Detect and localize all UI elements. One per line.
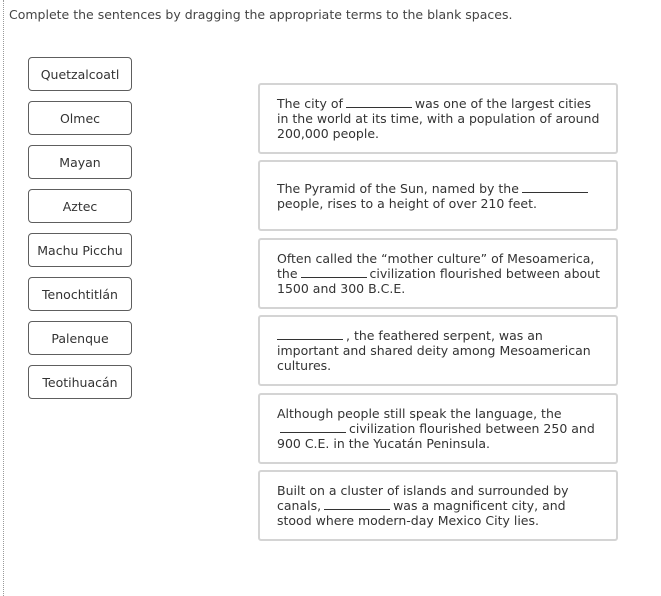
term-palenque[interactable]: Palenque — [28, 321, 132, 355]
term-machu-picchu[interactable]: Machu Picchu — [28, 233, 132, 267]
blank-drop-zone-6[interactable] — [324, 498, 390, 510]
blank-drop-zone-1[interactable] — [346, 96, 412, 108]
term-aztec[interactable]: Aztec — [28, 189, 132, 223]
blank-drop-zone-2[interactable] — [522, 181, 588, 193]
left-dotted-border — [3, 0, 4, 596]
sentence-text-3 — [260, 251, 616, 296]
sentence-3-after: civilization flourished between about 1500 and 300 B.C.E. — [277, 266, 600, 296]
sentence-text-2 — [260, 181, 616, 211]
sentence-box-4 — [258, 315, 618, 386]
blank-drop-zone-4[interactable] — [277, 328, 343, 340]
sentence-box-3 — [258, 238, 618, 309]
term-quetzalcoatl[interactable]: Quetzalcoatl — [28, 57, 132, 91]
sentence-box-2 — [258, 160, 618, 231]
sentence-2-before: The Pyramid of the Sun, named by the — [277, 180, 519, 196]
term-tenochtitlan[interactable]: Tenochtitlán — [28, 277, 132, 311]
sentence-box-1 — [258, 83, 618, 154]
sentence-3-before: Often called the “mother culture” of Mesoamerica, the — [277, 251, 595, 281]
sentence-4-after: , the feathered serpent, was an important and shared deity among Mesoamerican cultures. — [277, 328, 591, 373]
sentence-text-5 — [260, 406, 616, 451]
sentence-1-after: was one of the largest cities in the world at its time, with a population of around 200,000 people. — [277, 96, 600, 141]
term-teotihuacan[interactable]: Teotihuacán — [28, 365, 132, 399]
blank-drop-zone-5[interactable] — [280, 421, 346, 433]
term-mayan[interactable]: Mayan — [28, 145, 132, 179]
sentence-text-1 — [260, 96, 616, 141]
sentence-text-4 — [260, 328, 616, 373]
instructions-text: Complete the sentences by dragging the appropriate terms to the blank spaces. — [9, 7, 513, 22]
sentence-5-after: civilization flourished between 250 and 900 C.E. in the Yucatán Peninsula. — [277, 421, 595, 451]
sentence-box-5 — [258, 393, 618, 464]
sentence-box-6 — [258, 470, 618, 541]
sentence-5-before: Although people still speak the language, the — [277, 406, 562, 421]
sentence-1-before: The city of — [277, 96, 343, 111]
term-olmec[interactable]: Olmec — [28, 101, 132, 135]
sentence-text-6 — [260, 483, 616, 528]
sentence-2-after: people, rises to a height of over 210 feet. — [277, 195, 537, 211]
sentence-6-after: was a magnificent city, and stood where modern-day Mexico City lies. — [277, 498, 566, 528]
blank-drop-zone-3[interactable] — [301, 266, 367, 278]
sentence-6-before: Built on a cluster of islands and surrounded by canals, — [277, 483, 569, 513]
